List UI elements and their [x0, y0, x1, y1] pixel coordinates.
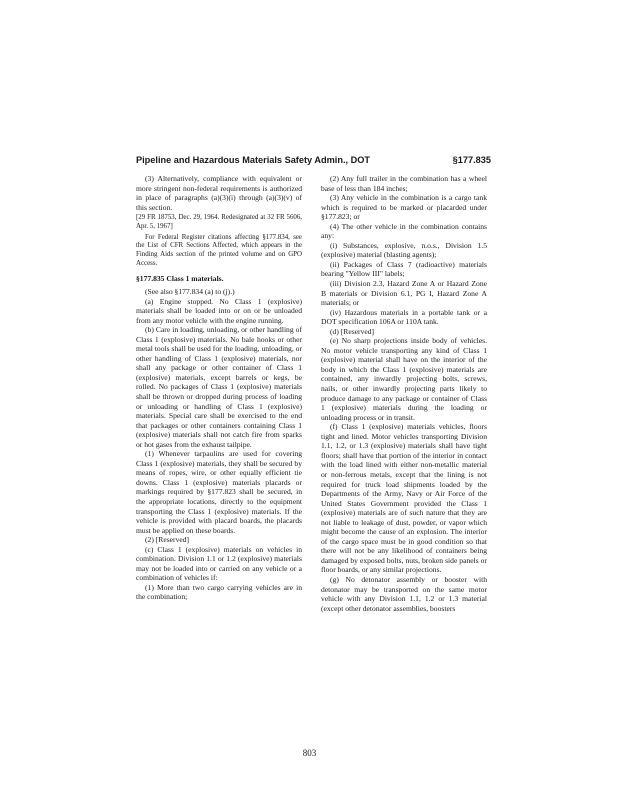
- left-column: [136, 174, 302, 602]
- paragraph: (a) Engine stopped. No Class 1 (explosive) materials shall be loaded into or on or be unloaded from any motor vehicle with the engine running.: [136, 296, 302, 325]
- header-section-number: §177.835: [452, 155, 491, 165]
- section-heading: §177.835 Class 1 materials.: [136, 274, 224, 284]
- right-column: [321, 174, 487, 613]
- paragraph: (2) Any full trailer in the combination has a wheel base of less than 184 inches;: [321, 174, 487, 193]
- paragraph: (ii) Packages of Class 7 (radioactive) materials bearing "Yellow III" labels;: [321, 259, 487, 279]
- running-header: [136, 155, 491, 169]
- paragraph: (c) Class 1 (explosive) materials on vehicles in combination. Division 1.1 or 1.2 (explosive) materials may not be loaded into or carried on any vehicle or a combination of vehicles if:: [136, 544, 302, 583]
- paragraph: (3) Alternatively, compliance with equivalent or more stringent non-federal requirements is authorized in place of paragraphs (a)(3)(i) through (a)(3)(v) of this section.: [136, 174, 302, 212]
- paragraph: (4) The other vehicle in the combination contains any:: [321, 221, 487, 241]
- paragraph: (iv) Hazardous materials in a portable tank or a DOT specification 106A or 110A tank.: [321, 307, 487, 327]
- paragraph: (e) No sharp projections inside body of vehicles. No motor vehicle transporting any kind of Class 1 (explosive) material shall have on the interior of the body in which the Class 1 (explosive) materials are contained, any inwardly projecting bolts, screws, nails, or other inwardly projecting parts likely to produce damage to any package or container of Class 1 (explosive) materials during the loading or unloading process or in transit.: [321, 336, 487, 422]
- paragraph: (1) Whenever tarpaulins are used for covering Class 1 (explosive) materials, they shall be secured by means of ropes, wire, or other equally efficient tie downs. Class 1 (explosive) materials placards or markings required by §177.823 shall be secured, in the appropriate locations, directly to the equipment transporting the Class 1 (explosive) materials. If the vehicle is provided with placard boards, the placards must be applied on these boards.: [136, 449, 302, 535]
- paragraph: (iii) Division 2.3, Hazard Zone A or Hazard Zone B materials or Division 6.1, PG I, Hazard Zone A materials; or: [321, 279, 487, 308]
- citation: [29 FR 18753, Dec. 29, 1964. Redesignated at 32 FR 5606, Apr. 5, 1967]: [136, 214, 302, 230]
- paragraph: (See also §177.834 (a) to (j).): [145, 286, 235, 296]
- paragraph: (1) More than two cargo carrying vehicles are in the combination;: [136, 582, 302, 602]
- page-number: 803: [302, 748, 317, 758]
- paragraph: (2) [Reserved]: [145, 535, 190, 545]
- paragraph: (i) Substances, explosive, n.o.s., Division 1.5 (explosive) material (blasting agents);: [321, 240, 487, 260]
- paragraph: (b) Care in loading, unloading, or other handling of Class 1 (explosive) materials. No bale hooks or other metal tools shall be used for the loading, unloading, or other handling of Class 1 (explosive) materials, nor shall any package or other container of Class 1 (explosive) materials, except barrels or kegs, be rolled. No packages of Class 1 (explosive) materials shall be thrown or dropped during process of loading or unloading or handling of Class 1 (explosive) materials. Special care shall be exercised to the end that packages or other containers containing Class 1 (explosive) materials shall not catch fire from sparks or hot gases from the exhaust tailpipe.: [136, 325, 302, 449]
- editorial-note: For Federal Register citations affecting §177.834, see the List of CFR Sections Affected, which appears in the Finding Aids section of the printed volume and on GPO Access.: [136, 233, 302, 267]
- header-title: Pipeline and Hazardous Materials Safety Admin., DOT: [136, 155, 370, 165]
- paragraph: (3) Any vehicle in the combination is a cargo tank which is required to be marked or placarded under §177.823; or: [321, 193, 487, 222]
- paragraph: (f) Class 1 (explosive) materials vehicles, floors tight and lined. Motor vehicles transporting Division 1.1, 1.2, or 1.3 (explosive) materials shall have tight floors; shall have that portion of the interior in contact with the load lined with either non-metallic material or non-ferrous metals, except that the lining is not required for truck load shipments loaded by the Departments of the Army, Navy or Air Force of the United States Government provided the Class 1 (explosive) materials are of such nature that they are not liable to leakage of dust, powder, or vapor which might become the cause of an explosion. The interior of the cargo space must be in good condition so that there will not be any likelihood of containers being damaged by exposed bolts, nuts, broken side panels or floor boards, or any similar projections.: [321, 422, 487, 575]
- paragraph: (d) [Reserved]: [330, 326, 375, 336]
- paragraph: (g) No detonator assembly or booster with detonator may be transported on the same motor vehicle with any Division 1.1, 1.2 or 1.3 material (except other detonator assemblies, boosters: [321, 574, 487, 613]
